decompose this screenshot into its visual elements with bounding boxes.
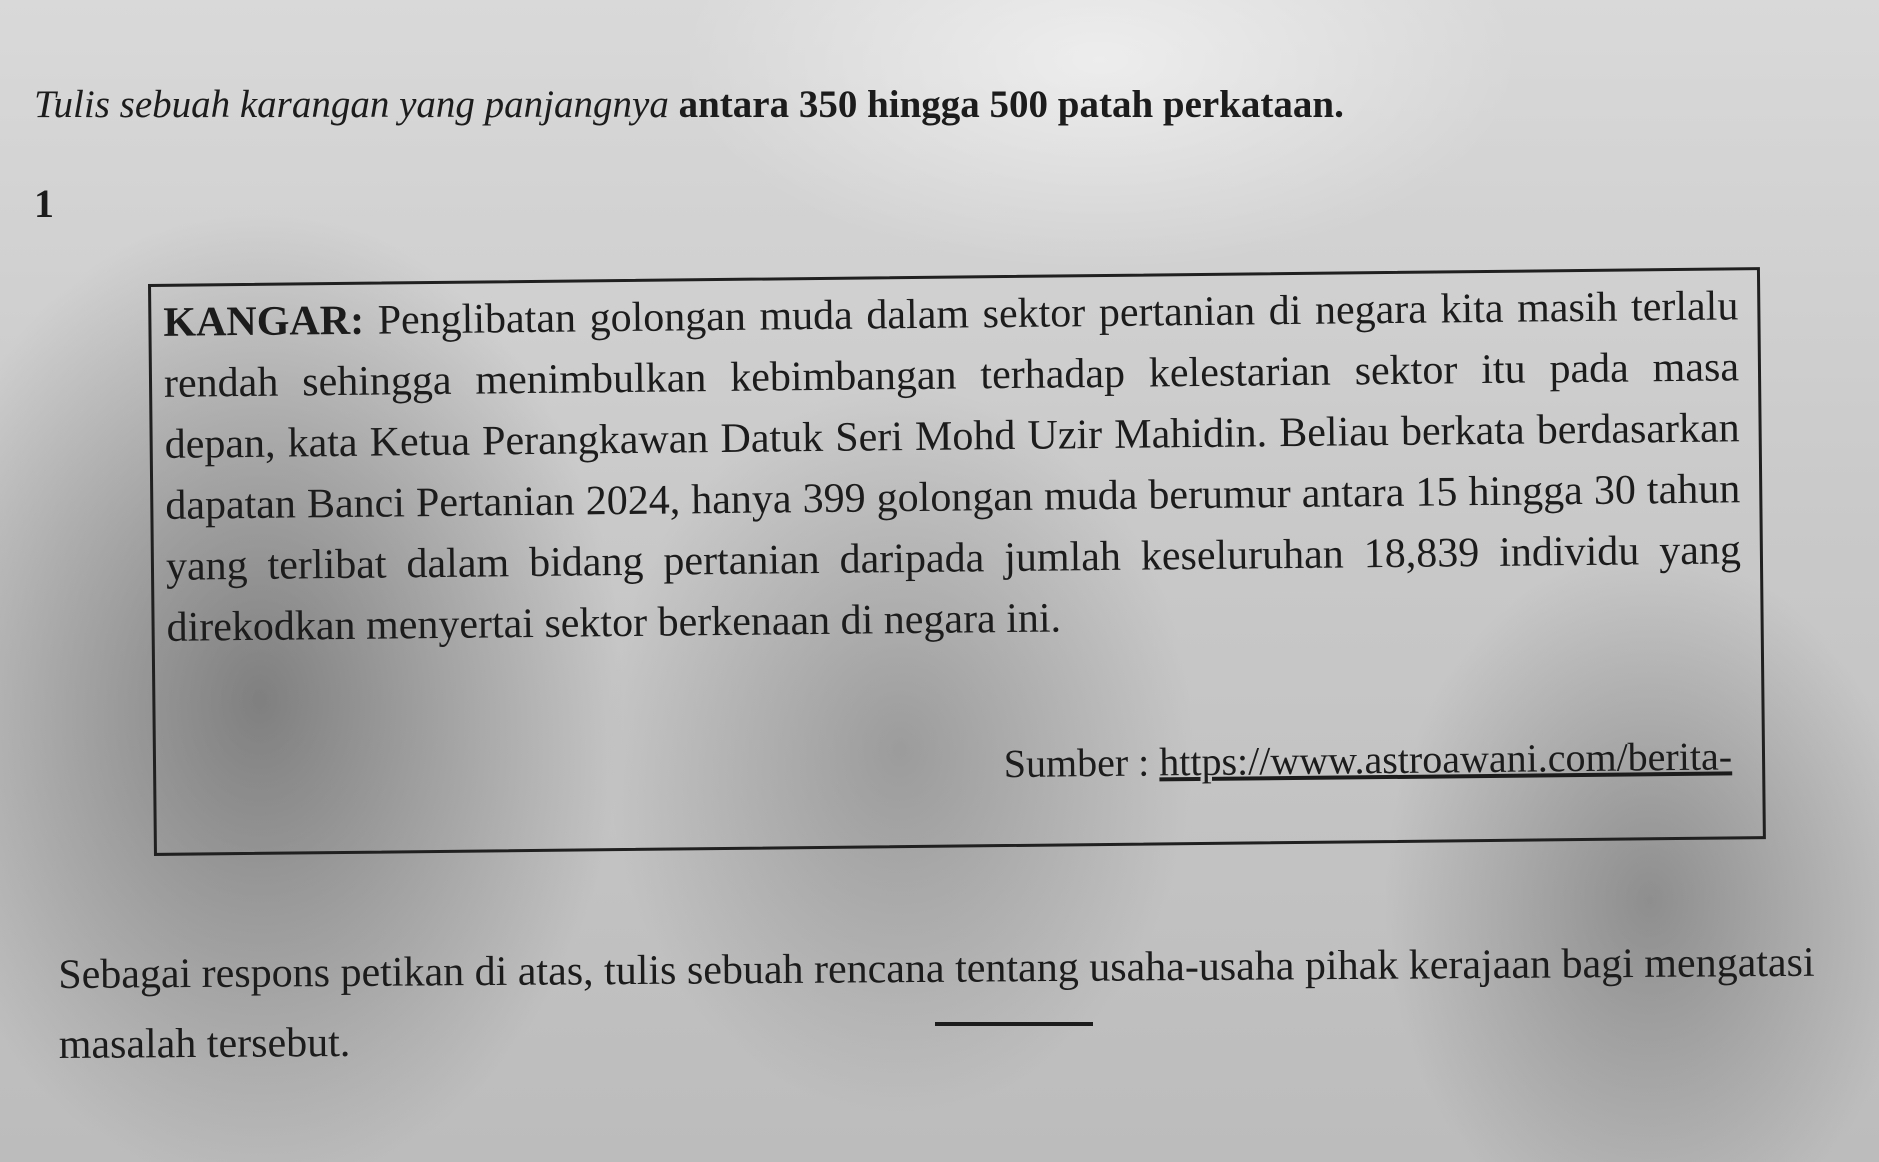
excerpt-body: Penglibatan golongan muda dalam sektor pertanian di negara kita masih terlalu rendah sehingga menimbulkan kebimbangan terhadap kelestarian sektor itu pada masa depan, kata Ketua Perangkawan Datuk Seri Mohd Uzir Mahidin. Beliau berkata berdasarkan dapatan Banci Pertanian 2024, hanya 399 golongan muda berumur antara 15 hingga 30 tahun yang terlibat dalam bidang pertanian daripada jumlah keseluruhan 18,839 individu yang direkodkan menyertai sektor berkenaan di negara ini. <box>163 283 1742 651</box>
essay-instruction <box>34 82 1344 127</box>
handwritten-underline <box>935 1022 1093 1026</box>
source-url: https://www.astroawani.com/berita- <box>1159 733 1733 785</box>
instruction-italic: Tulis sebuah karangan yang panjangnya <box>34 83 669 126</box>
question-number: 1 <box>34 181 54 226</box>
news-excerpt-box <box>148 267 1766 856</box>
news-excerpt <box>163 276 1742 658</box>
excerpt-dateline: KANGAR: <box>163 297 365 346</box>
essay-task: Sebagai respons petikan di atas, tulis sebuah rencana tentang usaha-usaha pihak kerajaan bagi mengatasi masalah tersebut. <box>58 939 1815 1068</box>
excerpt-source <box>1003 732 1732 787</box>
instruction-bold: antara 350 hingga 500 patah perkataan. <box>678 83 1344 126</box>
source-label: Sumber : <box>1003 739 1150 787</box>
